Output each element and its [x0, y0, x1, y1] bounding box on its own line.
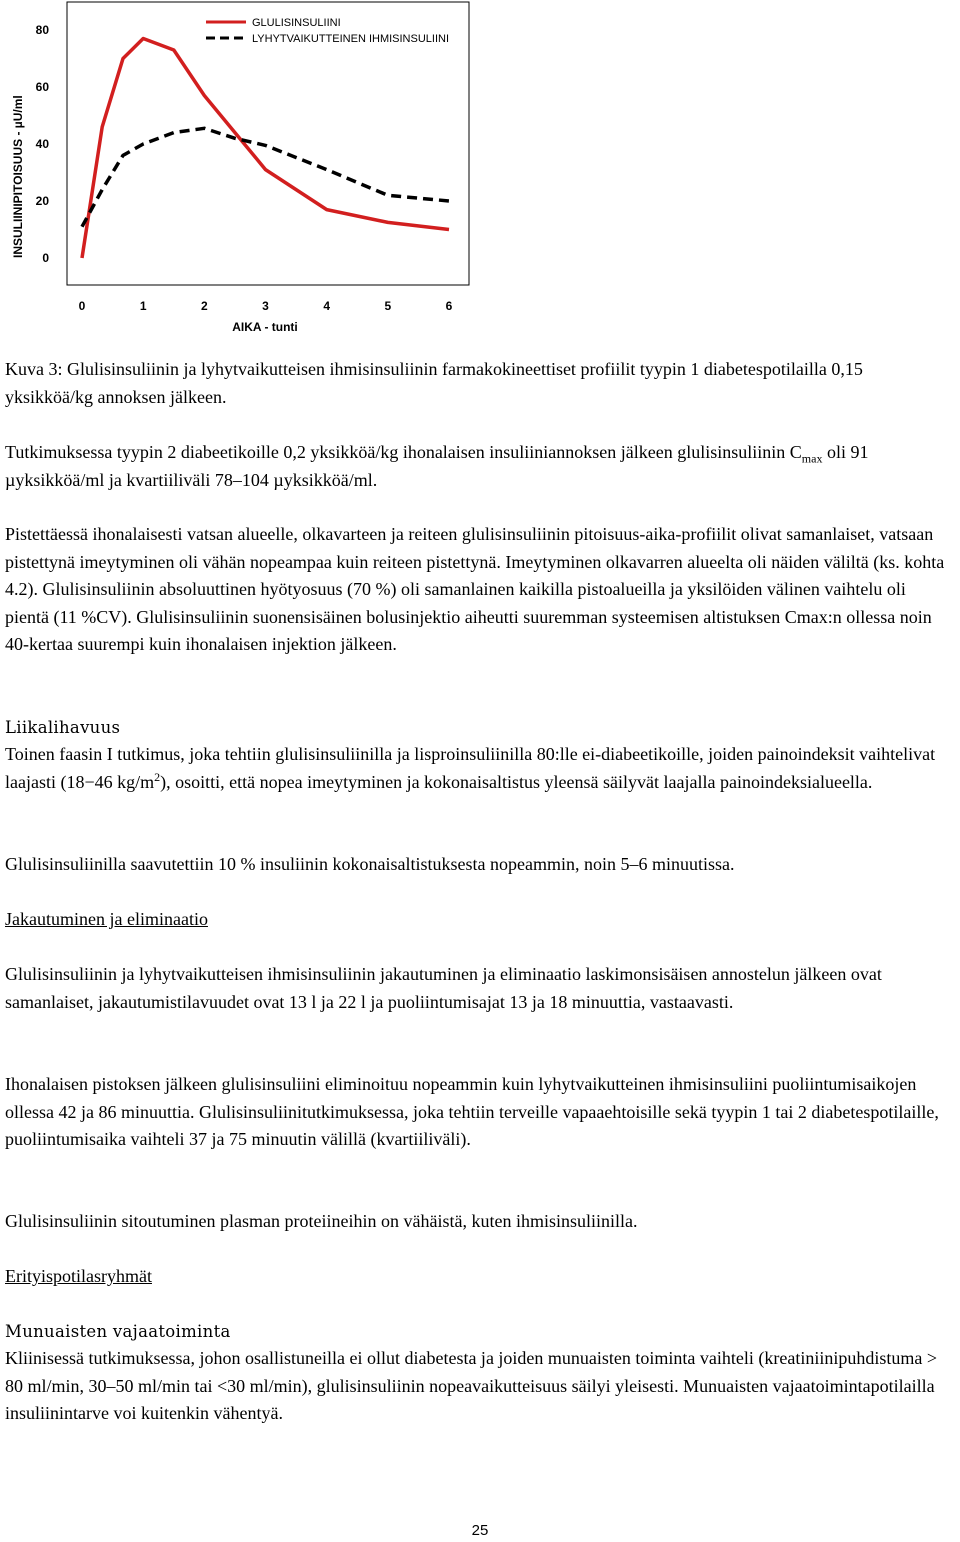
x-tick-label: 5 — [384, 299, 392, 313]
x-tick-label: 4 — [323, 299, 331, 313]
y-tick-label: 40 — [35, 137, 49, 151]
y-tick-label: 60 — [35, 80, 49, 94]
p3-text-a: Toinen faasin I tutkimus, joka tehtiin glulisinsuliinilla ja lisproinsuliinilla 80:lle ei-diabeetikoille, joiden painoindeksit vaihtelivat laajasti (18−46 kg/m — [5, 744, 936, 792]
series-line-human-insulin — [82, 128, 449, 226]
y-tick-labels — [36, 23, 50, 265]
series-layer — [82, 39, 449, 259]
x-tick-labels — [79, 299, 453, 313]
y-tick-label: 20 — [35, 194, 49, 208]
paragraph-protein-binding: Glulisinsuliinin sitoutuminen plasman proteiineihin on vähäistä, kuten ihmisinsuliinilla. — [5, 1211, 638, 1231]
chart-svg — [0, 0, 480, 340]
figure-caption: Kuva 3: Glulisinsuliinin ja lyhytvaikutteisen ihmisinsuliinin farmakokineettiset profiilit tyypin 1 diabetespotilailla 0,15 yksikköä/kg annoksen jälkeen. — [5, 359, 863, 407]
p3-text-b: ), osoitti, että nopea imeytyminen ja kokonaisaltistus yleensä säilyvät laajalla painoindeksialueella. — [160, 771, 873, 792]
paragraph-cmax — [5, 439, 950, 494]
paragraph-elimination: Ihonalaisen pistoksen jälkeen glulisinsuliini eliminoituu nopeammin kuin lyhytvaikutteinen ihmisinsuliini puoliintumisaikojen ollessa 42 ja 86 minuuttia. Glulisinsuliinitutkimuksessa, joka tehtiin terveille vapaaehtoisille sekä tyypin 1 tai 2 diabetespotilaille, puoliintumisaika vaihteli 37 ja 75 minuutin välillä (kvartiiliväli). — [5, 1074, 939, 1149]
y-tick-label: 80 — [35, 23, 49, 37]
page-number: 25 — [471, 1522, 489, 1539]
heading-special-populations: Erityispotilasryhmät — [5, 1266, 152, 1286]
paragraph-renal: Kliinisessä tutkimuksessa, johon osallistuneilla ei ollut diabetesta ja joiden munuaisten toiminta vaihteli (kreatiniinipuhdistuma > 80 ml/min, 30–50 ml/min tai <30 ml/min), glulisinsuliinin nopeavaikutteisuus säilyi yleisesti. Munuaisten vajaatoimintapotilailla insuliinintarve voi kuitenkin vähentyä. — [5, 1348, 938, 1423]
heading-distribution: Jakautuminen ja eliminaatio — [5, 909, 208, 929]
paragraph-distribution: Glulisinsuliinin ja lyhytvaikutteisen ihmisinsuliinin jakautuminen ja eliminaatio laskimonsisäisen annostelun jälkeen ovat samanlaiset, jakautumistilavuudet ovat 13 l ja 22 l ja puoliintumisajat 13 ja 18 minuuttia, vastaavasti. — [5, 964, 882, 1012]
heading-obesity: Liikalihavuus — [5, 718, 121, 737]
legend-label-glulisine: GLULISINSULIINI — [252, 17, 341, 29]
paragraph-injection-sites: Pistettäessä ihonalaisesti vatsan alueelle, olkavarteen ja reiteen glulisinsuliinin pitoisuus-aika-profiilit olivat samanlaiset, vatsaan pistettynä imeytyminen oli vähän nopeampaa kuin reiteen pistettynä. Imeytyminen olkavarren alueelta oli näiden väliltä (ks. kohta 4.2). Glulisinsuliinin absoluuttinen hyötyosuus (70 %) oli samanlainen kaikilla pistoalueilla ja yksilöiden välinen vaihtelu oli pientä (11 %CV). Glulisinsuliinin suonensisäinen bolusinjektio aiheutti suuremman systeemisen altistuksen Cmax:n ollessa noin 40-kertaa suurempi kuin ihonalaisen injektion jälkeen. — [5, 524, 945, 654]
x-tick-label: 3 — [262, 299, 269, 313]
legend-label-human-insulin: LYHYTVAIKUTTEINEN IHMISINSULIINI — [252, 33, 450, 45]
p1-text-a: Tutkimuksessa tyypin 2 diabeetikoille 0,2 yksikköä/kg ihonalaisen insuliiniannoksen jälkeen glulisinsuliinin C — [5, 442, 802, 462]
y-axis-label: INSULIINIPITOISUUS - µU/ml — [11, 95, 25, 258]
heading-renal: Munuaisten vajaatoiminta — [5, 1322, 231, 1341]
x-axis-label: AIKA - tunti — [232, 320, 298, 334]
insulin-chart — [0, 0, 480, 340]
cmax-subscript: max — [801, 451, 823, 466]
x-tick-label: 6 — [445, 299, 453, 313]
y-tick-label: 0 — [42, 251, 49, 265]
x-tick-label: 2 — [200, 299, 208, 313]
paragraph-exposure: Glulisinsuliinilla saavutettiin 10 % insuliinin kokonaisaltistuksesta nopeammin, noin 5–6 minuutissa. — [5, 854, 735, 874]
legend — [206, 17, 449, 45]
x-tick-label: 0 — [78, 299, 86, 313]
paragraph-obesity — [5, 741, 950, 796]
x-tick-label: 1 — [139, 299, 147, 313]
squared-superscript: 2 — [154, 769, 161, 784]
p1-text-b: oli 91 µyksikköä/ml ja kvartiiliväli 78–104 µyksikköä/ml. — [5, 442, 869, 490]
